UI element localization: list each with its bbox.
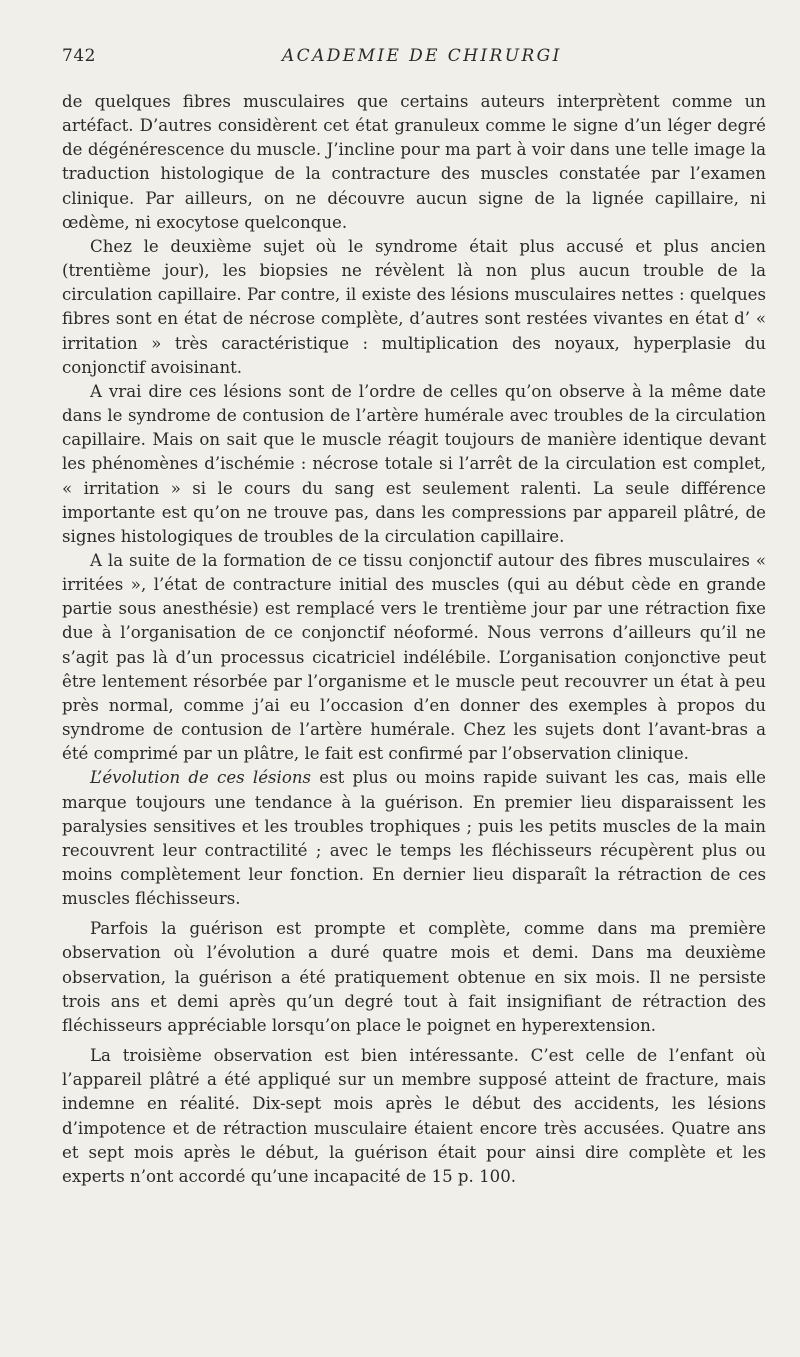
paragraph-4: A la suite de la formation de ce tissu conjonctif autour des fibres musculaires « irritées », l’état de contracture initial des muscles (qui au début cède en grande partie sous anesthésie) est remplacé vers le trentième jour par une rétraction fixe due à l’organisation de ce conjonctif néoformé. Nous verrons d’ailleurs qu’il ne s’agit pas là d’un processus cicatriciel indélébile. L’organisation conjonctive peut être lentement résorbée par l’organisme et le muscle peut recouvrer un état à peu près normal, comme j’ai eu l’occasion d’en donner des exemples à propos du syndrome de contusion de l’artère humérale. Chez les sujets dont l’avant-bras a été comprimé par un plâtre, le fait est confirmé par l’observation clinique. <box>62 550 766 764</box>
paragraph-5-lead: L’évolution de ces lésions <box>90 768 312 788</box>
paragraph-1: de quelques fibres musculaires que certains auteurs interprètent comme un artéfact. D’autres considèrent cet état granuleux comme le signe d’un léger degré de dégénérescence du muscle. J’incline pour ma part à voir dans une telle image la traduction histologique de la contracture des muscles constatée par l’examen clinique. Par ailleurs, on ne découvre aucun signe de la lignée capillaire, ni œdème, ni exocytose quelconque. <box>62 92 766 232</box>
paragraph-5-text: est plus ou moins rapide suivant les cas, mais elle marque toujours une tendance à la guérison. En premier lieu disparaissent les paralysies sensitives et les troubles trophiques ; puis les petits muscles de la main recouvrent leur contractilité ; avec le temps les fléchisseurs récupèrent plus ou moins complètement leur fonction. En dernier lieu disparaît la rétraction de ces muscles fléchisseurs. <box>62 768 767 909</box>
page-header <box>62 46 764 70</box>
running-title: ACADEMIE DE CHIRURGI <box>282 46 562 66</box>
paragraph-6: Parfois la guérison est prompte et complète, comme dans ma première observation où l’évolution a duré quatre mois et demi. Dans ma deuxième observation, la guérison a été pratiquement obtenue en six mois. Il ne persiste trois ans et demi après qu’un degré tout à fait insignifiant de rétraction des fléchisseurs appréciable lorsqu’on place le poignet en hyperextension. <box>62 919 766 1035</box>
paragraph-2: Chez le deuxième sujet où le syndrome était plus accusé et plus ancien (trentième jour), les biopsies ne révèlent là non plus aucun trouble de la circulation capillaire. Par contre, il existe des lésions musculaires nettes : quelques fibres sont en état de nécrose complète, d’autres sont restées vivantes en état d’ « irritation » très caractéristique : multiplication des noyaux, hyperplasie du conjonctif avoisinant. <box>62 236 766 377</box>
paragraph-3: A vrai dire ces lésions sont de l’ordre de celles qu’on observe à la même date dans le syndrome de contusion de l’artère humérale avec troubles de la circulation capillaire. Mais on sait que le muscle réagit toujours de manière identique devant les phénomènes d’ischémie : nécrose totale si l’arrêt de la circulation est complet, « irritation » si le cours du sang est seulement ralenti. La seule différence importante est qu’on ne trouve pas, dans les compressions par appareil plâtré, de signes histologiques de troubles de la circulation capillaire. <box>62 381 766 546</box>
paragraph-5 <box>62 766 766 911</box>
page-number: 742 <box>62 46 96 66</box>
body-text <box>62 90 766 1189</box>
paragraph-7: La troisième observation est bien intéressante. C’est celle de l’enfant où l’appareil plâtré a été appliqué sur un membre supposé atteint de fracture, mais indemne en réalité. Dix-sept mois après le début des accidents, les lésions d’impotence et de rétraction musculaire étaient encore très accusées. Quatre ans et sept mois après le début, la guérison était pour ainsi dire complète et les experts n’ont accordé qu’une incapacité de 15 p. 100. <box>62 1046 766 1186</box>
